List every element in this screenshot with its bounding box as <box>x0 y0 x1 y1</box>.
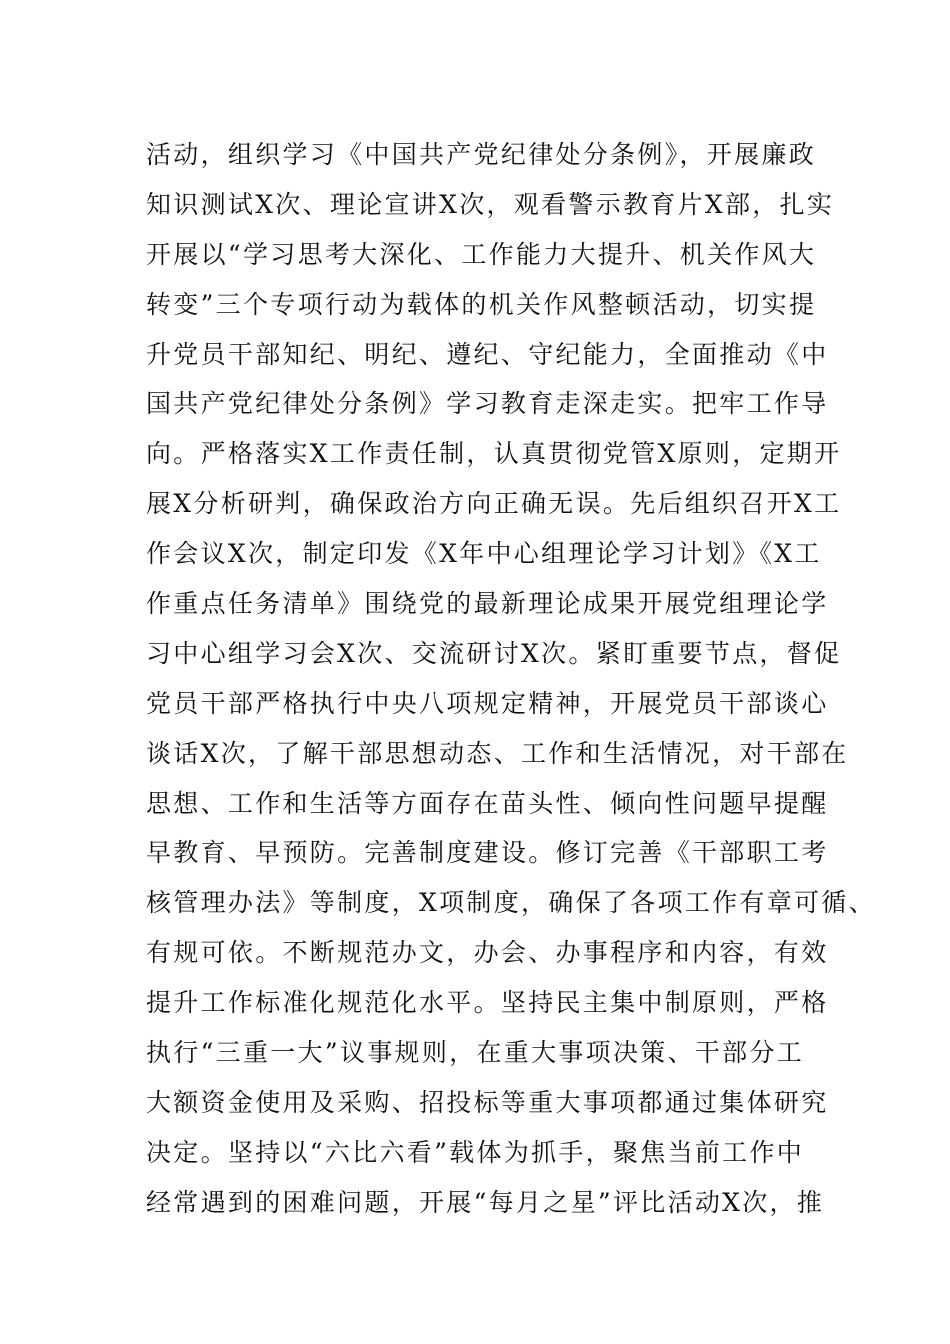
text-line: 习中心组学习会X次、交流研讨X次。紧盯重要节点，督促 <box>146 638 842 668</box>
text-line: 谈话X次，了解干部思想动态、工作和生活情况，对干部在 <box>146 738 849 768</box>
text-line: 升党员干部知纪、明纪、遵纪、守纪能力，全面推动《中 <box>146 339 829 369</box>
body-paragraph <box>146 130 876 1228</box>
text-line: 有规可依。不断规范办文，办会、办事程序和内容，有效 <box>146 938 829 968</box>
text-line: 知识测试X次、理论宣讲X次，观看警示教育片X部，扎实 <box>146 189 835 219</box>
text-line: 经常遇到的困难问题，开展“每月之星”评比活动X次，推 <box>146 1187 825 1217</box>
text-line: 向。严格落实X工作责任制，认真贯彻党管X原则，定期开 <box>146 439 842 469</box>
text-line: 活动，组织学习《中国共产党纪律处分条例》，开展廉政 <box>146 140 817 169</box>
text-line: 早教育、早预防。完善制度建设。修订完善《干部职工考 <box>146 838 829 868</box>
text-line: 执行“三重一大”议事规则，在重大事项决策、干部分工 <box>146 1038 805 1068</box>
text-line: 转变”三个专项行动为载体的机关作风整顿活动，切实提 <box>146 289 817 319</box>
text-line: 作会议X次，制定印发《X年中心组理论学习计划》《X工 <box>146 539 822 569</box>
text-line: 决定。坚持以“六比六看”载体为抓手，聚焦当前工作中 <box>146 1137 805 1167</box>
text-line: 核管理办法》等制度，X项制度，确保了各项工作有章可循、 <box>146 888 876 918</box>
text-line: 展X分析研判，确保政治方向正确无误。先后组织召开X工 <box>146 489 842 519</box>
text-line: 大额资金使用及采购、招投标等重大事项都通过集体研究 <box>146 1087 829 1117</box>
text-line: 党员干部严格执行中央八项规定精神，开展党员干部谈心 <box>146 688 829 718</box>
text-line: 国共产党纪律处分条例》学习教育走深走实。把牢工作导 <box>146 389 829 419</box>
text-line: 思想、工作和生活等方面存在苗头性、倾向性问题早提醒 <box>146 788 829 818</box>
text-line: 提升工作标准化规范化水平。坚持民主集中制原则，严格 <box>146 988 829 1018</box>
text-line: 开展以“学习思考大深化、工作能力大提升、机关作风大 <box>146 239 817 269</box>
text-line: 作重点任务清单》围绕党的最新理论成果开展党组理论学 <box>146 589 829 619</box>
